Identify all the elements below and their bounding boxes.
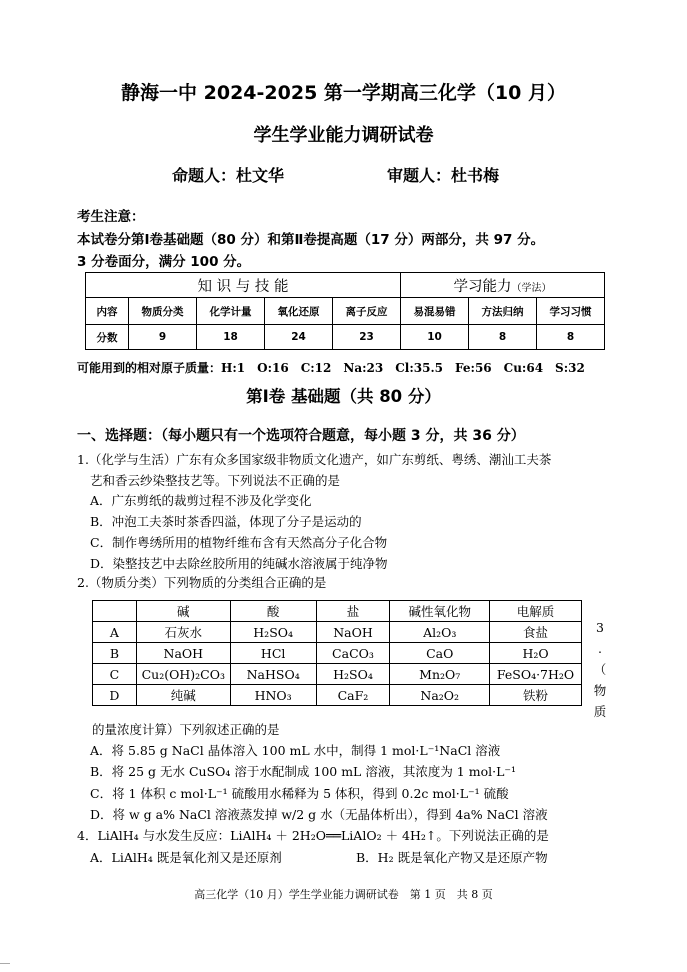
side-char: （: [593, 662, 607, 677]
item-score: 8: [537, 325, 605, 350]
table-cell: H₂SO₄: [230, 622, 316, 643]
notice-line-2: 3 分卷面分，满分 100 分。: [77, 254, 251, 270]
table-cell: Cu₂(OH)₂CO₃: [136, 664, 230, 685]
q1-option-d: D．染整技艺中去除丝胶所用的纯碱水溶液属于纯净物: [90, 556, 388, 571]
table-cell: FeSO₄·7H₂O: [490, 664, 582, 685]
q2-stem: 2.（物质分类）下列物质的分类组合正确的是: [77, 575, 327, 590]
header-cell: 碱: [136, 601, 230, 622]
part1-title: 第Ⅰ卷 基础题（共 80 分）: [246, 387, 441, 406]
q3-option-b: B．将 25 g 无水 CuSO₄ 溶于水配制成 100 mL 溶液，其浓度为 1 mol·L⁻¹: [90, 764, 516, 779]
item-score: 18: [197, 325, 265, 350]
q2-classification-table: [92, 600, 582, 706]
q3-stem: 的量浓度计算）下列叙述正确的是: [92, 722, 280, 737]
side-char: .: [598, 641, 602, 656]
table-cell: CaO: [390, 643, 490, 664]
q3-option-a: A．将 5.85 g NaCl 晶体溶入 100 mL 水中，制得 1 mol·L⁻¹NaCl 溶液: [90, 743, 501, 758]
q4-option-a: A．LiAlH₄ 既是氧化剂又是还原剂: [90, 850, 282, 865]
table-cell: NaOH: [136, 643, 230, 664]
table-cell: H₂SO₄: [316, 664, 390, 685]
item-score: 23: [333, 325, 401, 350]
table-cell: 纯碱: [136, 685, 230, 706]
side-char: 质: [593, 704, 607, 719]
table-cell: NaHSO₄: [230, 664, 316, 685]
q1-stem-1: 1.（化学与生活）广东有众多国家级非物质文化遗产，如广东剪纸、粤绣、潮汕工夫茶: [77, 452, 552, 467]
table-cell: Al₂O₃: [390, 622, 490, 643]
item-name: 物质分类: [129, 298, 197, 325]
header-cell: 碱性氧化物: [390, 601, 490, 622]
item-name: 学习习惯: [537, 298, 605, 325]
q3-option-c: C．将 1 体积 c mol·L⁻¹ 硫酸用水稀释为 5 体积，得到 0.2c mol·L⁻¹ 硫酸: [90, 786, 509, 801]
item-name: 氧化还原: [265, 298, 333, 325]
item-score: 8: [469, 325, 537, 350]
header-cell: 电解质: [490, 601, 582, 622]
q3-side-text: [592, 617, 608, 722]
table-cell: H₂O: [490, 643, 582, 664]
q4-option-b: B．H₂ 既是氧化产物又是还原产物: [356, 850, 548, 865]
item-name: 方法归纳: [469, 298, 537, 325]
table-cell: D: [93, 685, 137, 706]
table-cell: 食盐: [490, 622, 582, 643]
item-name: 易混易错: [401, 298, 469, 325]
q1-option-b: B．冲泡工夫茶时茶香四溢，体现了分子是运动的: [90, 514, 362, 529]
item-score: 10: [401, 325, 469, 350]
learning-ability-header: [401, 273, 605, 298]
q3-option-d: D．将 w g a% NaCl 溶液蒸发掉 w/2 g 水（无晶体析出），得到 4a% NaCl 溶液: [90, 807, 548, 822]
table-cell: HCl: [230, 643, 316, 664]
table-cell: C: [93, 664, 137, 685]
table-cell: CaF₂: [316, 685, 390, 706]
side-char: 3: [596, 620, 604, 635]
learning-ability-note: （学法）: [511, 282, 552, 294]
table-cell: CaCO₃: [316, 643, 390, 664]
item-score: 24: [265, 325, 333, 350]
row-label-content: 内容: [86, 298, 129, 325]
table-cell: Na₂O₂: [390, 685, 490, 706]
learning-ability-label: 学习能力: [453, 278, 512, 295]
table-row: [93, 685, 582, 706]
q4-stem: 4．LiAlH₄ 与水发生反应：LiAlH₄ ＋ 2H₂O══LiAlO₂ ＋ 4H₂↑。下列说法正确的是: [77, 828, 549, 843]
header-cell: 盐: [316, 601, 390, 622]
table-cell: HNO₃: [230, 685, 316, 706]
table-cell: B: [93, 643, 137, 664]
table-row: [93, 664, 582, 685]
item-name: 离子反应: [333, 298, 401, 325]
q1-option-a: A．广东剪纸的裁剪过程不涉及化学变化: [90, 493, 312, 508]
side-char: 物: [593, 683, 607, 698]
item-score: 9: [129, 325, 197, 350]
atomic-masses: 可能用到的相对原子质量：H:1 O:16 C:12 Na:23 Cl:35.5 Fe:56 Cu:64 S:32: [77, 361, 585, 375]
author-label: 命题人：杜文华: [172, 166, 285, 185]
header-cell: 酸: [230, 601, 316, 622]
page-footer: 高三化学（10 月）学生学业能力调研试卷 第 1 页 共 8 页: [194, 888, 493, 901]
table-cell: NaOH: [316, 622, 390, 643]
q1-stem-2: 艺和香云纱染整技艺等。下列说法不正确的是: [90, 473, 341, 488]
page-subtitle: 学生学业能力调研试卷: [253, 125, 434, 146]
table-cell: A: [93, 622, 137, 643]
reviewer-label: 审题人：杜书梅: [387, 166, 500, 185]
table-row: [93, 643, 582, 664]
item-name: 化学计量: [197, 298, 265, 325]
knowledge-skill-header: 知 识 与 技 能: [86, 273, 401, 298]
notice-line-1: 本试卷分第Ⅰ卷基础题（80 分）和第Ⅱ卷提高题（17 分）两部分，共 97 分。: [77, 232, 545, 248]
table-header-row: [93, 601, 582, 622]
table-cell: 铁粉: [490, 685, 582, 706]
table-row: [93, 622, 582, 643]
q1-option-c: C．制作粤绣所用的植物纤维布含有天然高分子化合物: [90, 535, 388, 550]
notice-label: 考生注意：: [77, 209, 145, 225]
section1-heading: 一、选择题：（每小题只有一个选项符合题意，每小题 3 分，共 36 分）: [77, 428, 525, 444]
row-label-score: 分数: [86, 325, 129, 350]
page-title: 静海一中 2024-2025 第一学期高三化学（10 月）: [121, 82, 566, 104]
score-distribution-table: [85, 272, 605, 350]
table-cell: Mn₂O₇: [390, 664, 490, 685]
table-cell: 石灰水: [136, 622, 230, 643]
header-cell: [93, 601, 137, 622]
